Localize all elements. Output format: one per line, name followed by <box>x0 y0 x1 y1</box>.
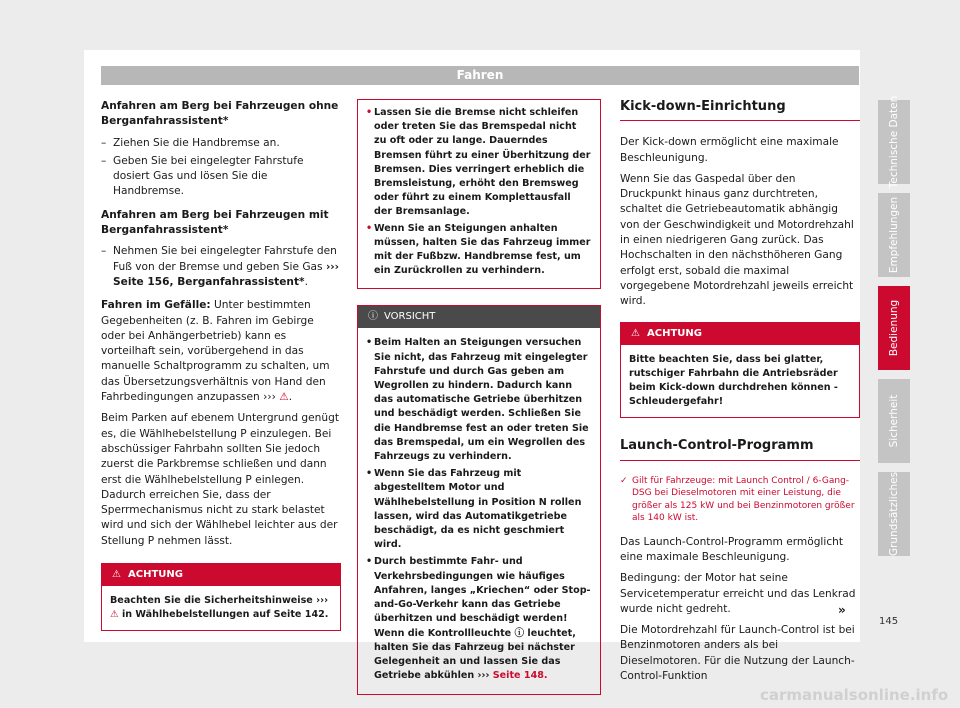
paragraph: Bedingung: der Motor hat seine Servicetemperatur erreicht und das Lenkrad wurde nicht gedreht. <box>620 572 856 615</box>
section-header: Fahren <box>101 66 859 85</box>
vorsicht-header: ⓘ VORSICHT <box>358 306 600 328</box>
list-item: • Wenn Sie das Fahrzeug mit abgestelltem Motor und Wählhebelstellung in Position N rollen lassen, wird das Automatikgetriebe beschädigt, da es nicht geschmiert wird. <box>366 468 582 551</box>
page-number: 145 <box>879 616 899 627</box>
heading-berg-mit: Anfahren am Berg bei Fahrzeugen mit Berganfahrassistent* <box>101 208 329 237</box>
list-item: • Lassen Sie die Bremse nicht schleifen oder treten Sie das Bremspedal nicht zu oft oder zu lange. Dauerndes Bremsen führt zu einer Überhitzung der Bremsen. Dies verringert erheblich die Bremsleistung, erhöht den Bremsweg oder führt zu einem Komplettausfall der Bremsanlage. <box>366 107 591 218</box>
continue-marker: » <box>838 603 846 617</box>
heading-berg-ohne: Anfahren am Berg bei Fahrzeugen ohne Berganfahrassistent* <box>101 100 339 128</box>
list-item: – Ziehen Sie die Handbremse an. <box>101 136 280 149</box>
paragraph: Die Motordrehzahl für Launch-Control ist bei Benzinmotoren anders als bei Dieselmotoren. Für die Nutzung der Launch-Control-Funktion <box>620 624 855 683</box>
heading-kickdown: Kick-down-Einrichtung <box>620 99 860 121</box>
column-middle <box>357 99 601 695</box>
paragraph: Der Kick-down ermöglicht eine maximale Beschleunigung. <box>620 136 839 164</box>
achtung-header: ⚠ ACHTUNG <box>621 323 859 345</box>
vorsicht-box <box>357 305 601 695</box>
achtung-header: ⚠ ACHTUNG <box>102 564 340 586</box>
paragraph-gefaelle: Fahren im Gefälle: Unter bestimmten Gegebenheiten (z. B. Fahren im Gebirge oder bei Anhängerbetrieb) kann es vorteilhaft sein, vorübergehend in das manuelle Schaltprogramm zu schalten, um das Übersetzungsverhältnis von Hand den Fahrbedingungen anzupassen ››› ⚠. <box>101 299 330 404</box>
page-link[interactable]: ››› Seite 156, Berganfahrassistent* <box>113 260 340 288</box>
column-left <box>101 99 341 631</box>
warning-triangle-icon: ⚠ <box>631 327 640 339</box>
list-item: • Beim Halten an Steigungen versuchen Sie nicht, das Fahrzeug mit eingelegter Fahrstufe und durch Gas geben am Wegrollen zu hindern. Dadurch kann das automatische Getriebe überhitzen und beschädigt werden. Schließen Sie die Handbremse fest an oder treten Sie das Bremspedal, um ein Wegrollen des Fahrzeugs zu verhindern. <box>366 337 589 463</box>
watermark: carmanualsonline.info <box>760 686 949 704</box>
list-item: – Nehmen Sie bei eingelegter Fahrstufe den Fuß von der Bremse und geben Sie Gas ››› Seite 156, Berganfahrassistent*. <box>101 245 340 288</box>
applicability-note: ✓ Gilt für Fahrzeuge: mit Launch Control / 6-Gang-DSG bei Dieselmotoren mit einer Leistung, die größer als 125 kW und bei Benzinmotoren größer als 140 kW ist. <box>620 475 855 524</box>
paragraph-parken: Beim Parken auf ebenem Untergrund genügt es, die Wählhebelstellung P einzulegen. Bei abschüssiger Fahrbahn sollten Sie jedoch zuerst die Parkbremse schließen und dann erst die Wählhebelstellung P einlegen. Dadurch erreichen Sie, dass der Sperrmechanismus nicht zu stark belastet wird und sich der Wählhebel leichter aus der Stellung P nehmen lässt. <box>101 412 339 547</box>
paragraph: Das Launch-Control-Programm ermöglicht eine maximale Beschleunigung. <box>620 535 844 563</box>
checkmark-icon: ✓ <box>620 475 628 486</box>
tab-technische-daten[interactable]: Technische Daten <box>878 100 910 184</box>
achtung-box: ⚠ ACHTUNG Bitte beachten Sie, dass bei glatter, rutschiger Fahrbahn die Antriebsräder beim Kick-down durchdrehen können - Schleudergefahr! <box>620 322 860 419</box>
paragraph: Wenn Sie das Gaspedal über den Druckpunkt hinaus ganz durchtreten, schaltet die Getriebeautomatik abhängig von der Geschwindigkeit und Motordrehzahl in einen niedrigeren Gang zurück. Das Hochschalten in den nächsthöheren Gang erfolgt erst, sobald die maximal vorgegebene Motordrehzahl jeweils erreicht wird. <box>620 172 854 308</box>
achtung-box: ⚠ ACHTUNG Beachten Sie die Sicherheitshinweise ››› ⚠ in Wählhebelstellungen auf Seite 142. <box>101 563 341 631</box>
list-item: • Durch bestimmte Fahr- und Verkehrsbedingungen wie häufiges Anfahren, langes „Kriechen“ oder Stop-and-Go-Verkehr kann das Getriebe überhitzen und beschädigt werden! Wenn die Kontrollleuchte ⓘ leuchtet, halten Sie das Fahrzeug bei nächster Gelegenheit an und lassen Sie das Getriebe abkühlen ››› Seite 148. <box>366 556 591 682</box>
tab-grundsaetzliches[interactable]: Grundsätzliches <box>878 472 910 556</box>
page-link[interactable]: Seite 148. <box>492 670 548 682</box>
column-right <box>620 99 860 690</box>
tab-bedienung[interactable]: Bedienung <box>878 286 910 370</box>
heading-launch: Launch-Control-Programm <box>620 438 860 460</box>
tab-sicherheit[interactable]: Sicherheit <box>878 379 910 463</box>
info-circle-icon: ⓘ <box>368 311 378 323</box>
warning-triangle-icon: ⚠ <box>279 391 289 404</box>
list-item: – Geben Sie bei eingelegter Fahrstufe dosiert Gas und lösen Sie die Handbremse. <box>101 154 304 198</box>
chapter-tabs <box>878 95 910 565</box>
warning-continued-box <box>357 99 601 289</box>
warning-triangle-icon: ⚠ <box>110 609 119 621</box>
tab-empfehlungen[interactable]: Empfehlungen <box>878 193 910 277</box>
list-item: • Wenn Sie an Steigungen anhalten müssen, halten Sie das Fahrzeug immer mit der Fußbzw. Handbremse fest, um ein Zurückrollen zu verhindern. <box>366 222 591 277</box>
control-lamp-icon: ⓘ <box>514 627 525 639</box>
warning-triangle-icon: ⚠ <box>112 569 121 581</box>
